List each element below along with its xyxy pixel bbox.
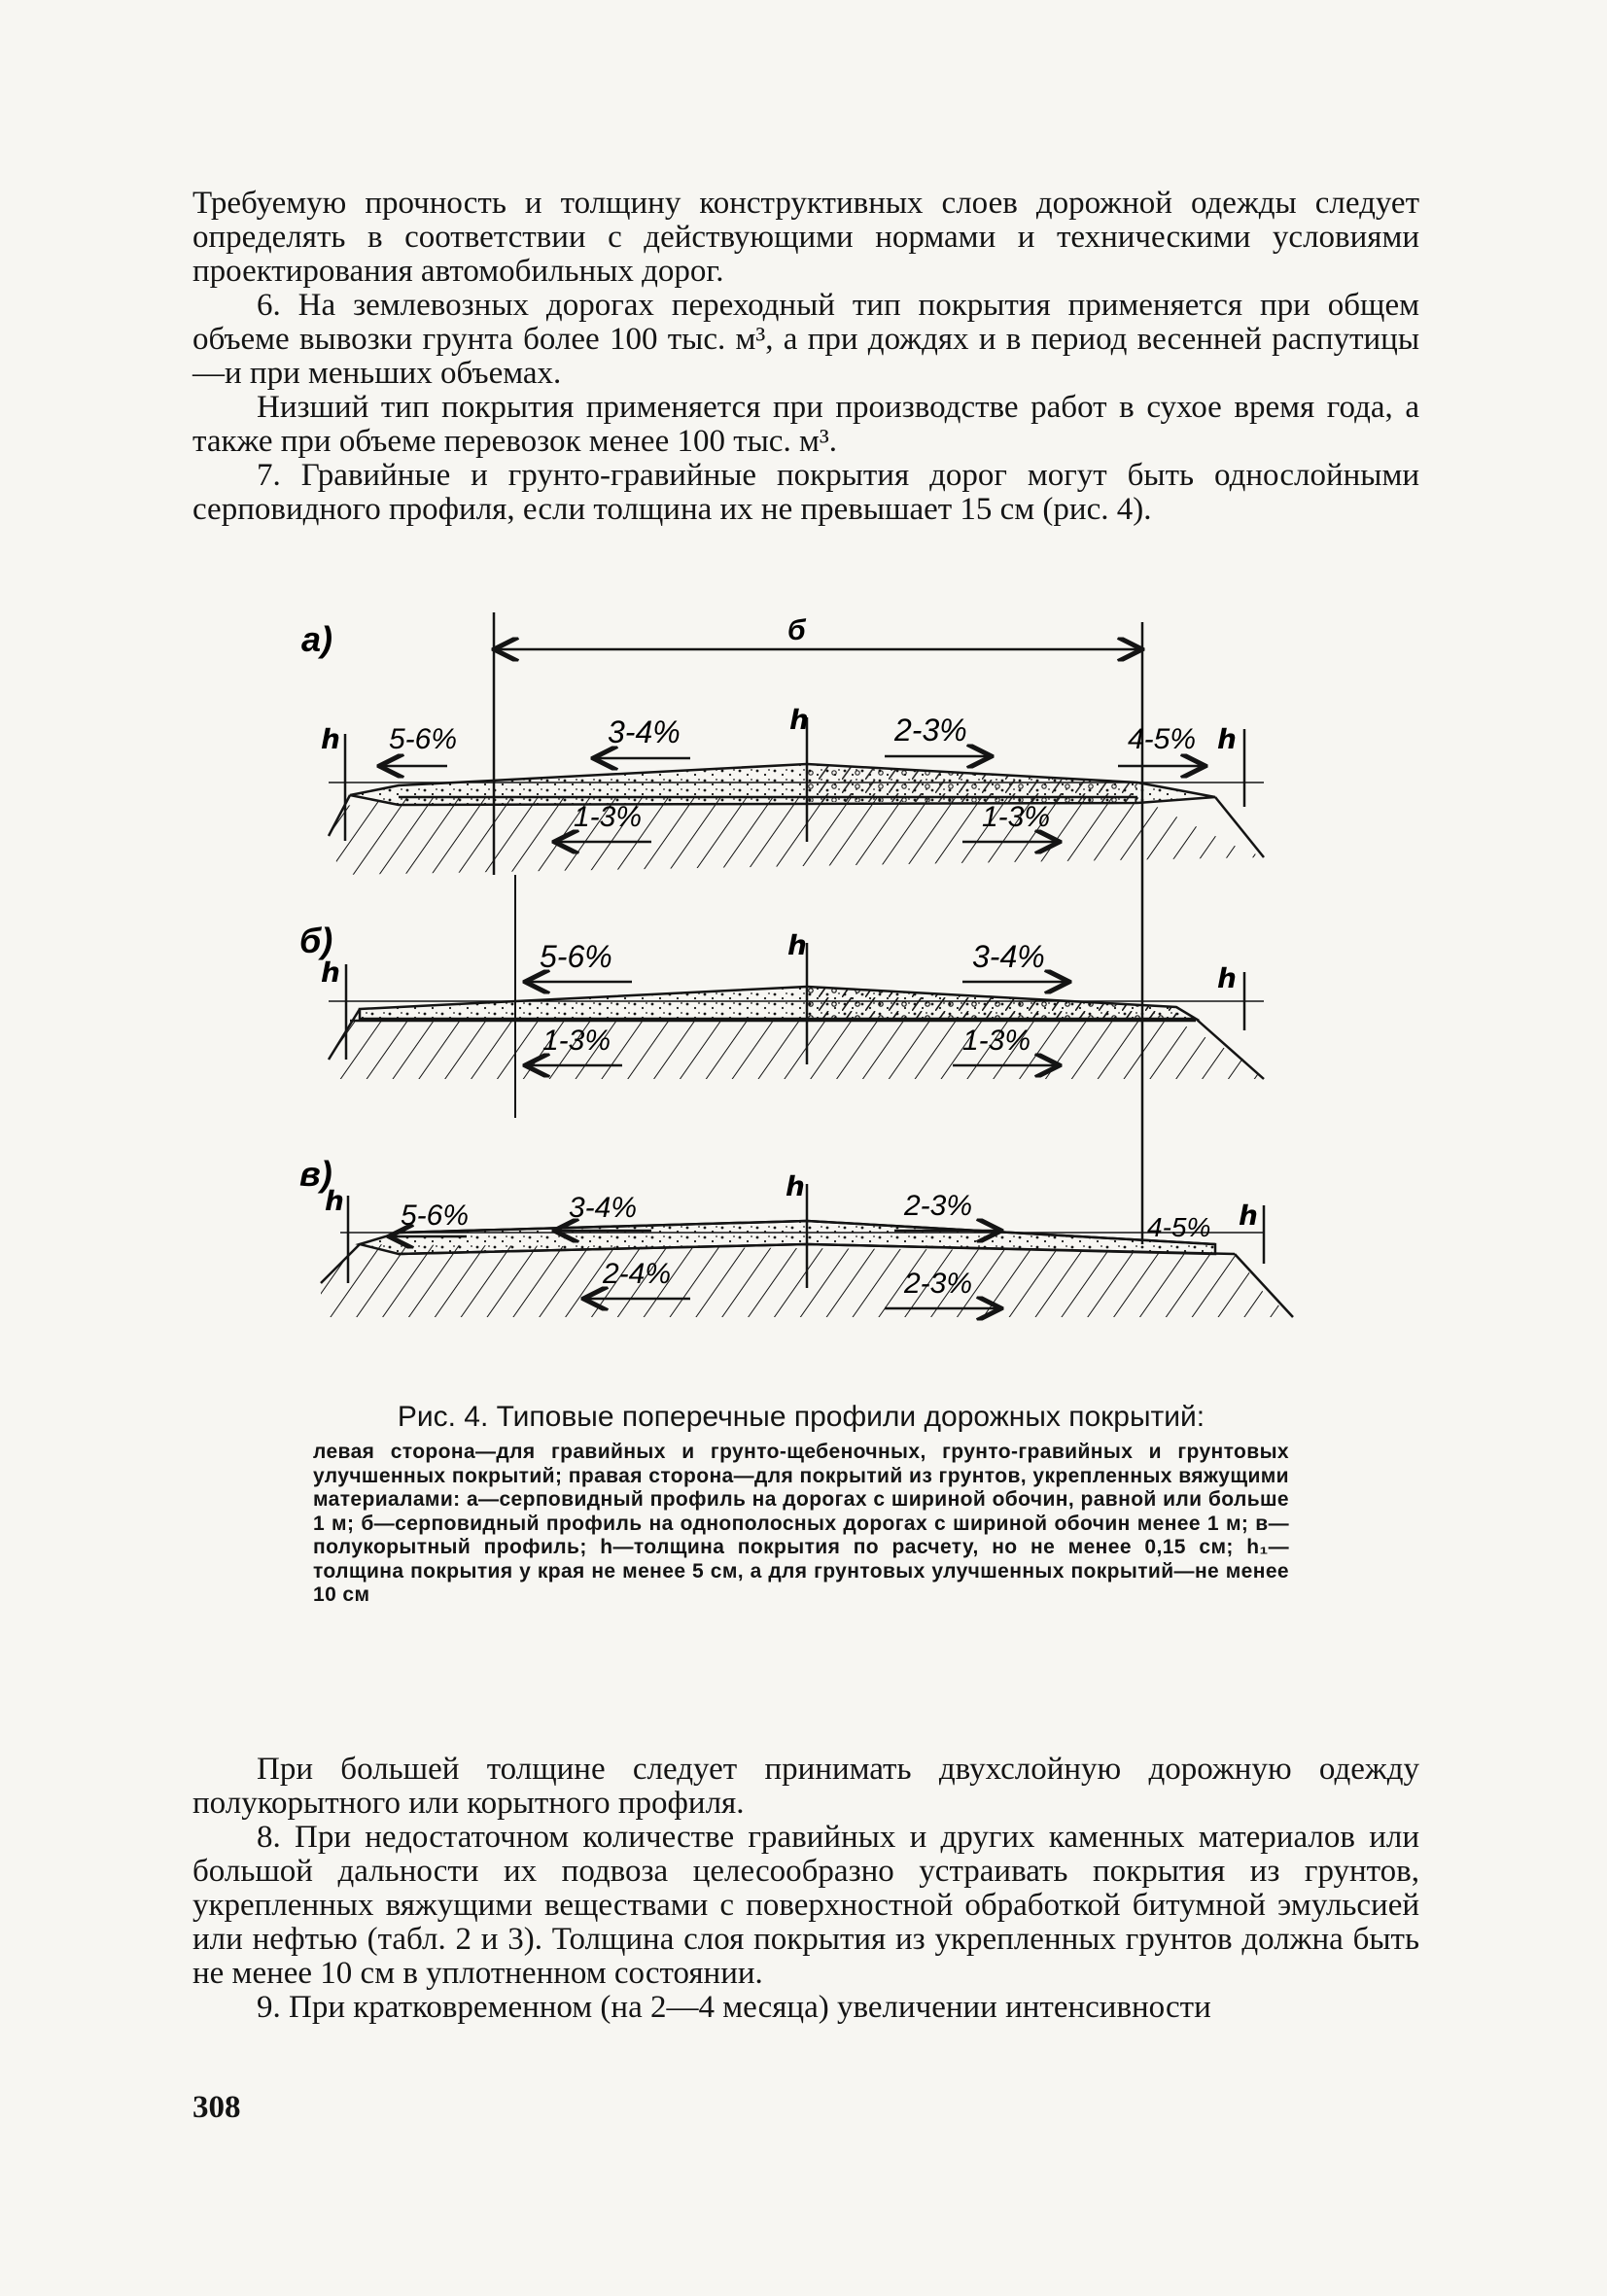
h-label: ℎ [1239,1200,1258,1231]
slope-label: 1-3% [982,801,1051,833]
width-label: б [787,614,806,646]
paragraph: 6. На землевозных дорогах переходный тип покрытия применяется при общем объеме вывозки грунта более 100 тыс. м³, а при дождях и в период весенней распутицы—и при меньших объемах. [192,288,1419,391]
slope-label: 3-4% [972,939,1045,974]
reference-lines [494,612,1142,1244]
slope-label: 1-3% [574,801,643,833]
slope-label: 4-5% [1128,723,1197,755]
caption-title: Рис. 4. Типовые поперечные профили дорожных покрытий: [397,1401,1205,1433]
h-label: ℎ [321,957,340,988]
paragraph: 7. Гравийные и грунто-гравийные покрытия дорог могут быть однослойными серповидного профиля, если толщина их не превышает 15 см (рис. 4). [192,458,1419,527]
slope-label: 3-4% [569,1192,638,1224]
paragraph: Требуемую прочность и толщину конструктивных слоев дорожной одежды следует определять в соответствии с действующими нормами и техническими условиями проектирования автомобильных дорог. [192,186,1419,289]
slope-label: 5-6% [401,1200,470,1232]
slope-label: 1-3% [962,1025,1031,1057]
h-label: ℎ [321,724,340,754]
h-label: ℎ [789,705,809,735]
slope-label: 5-6% [540,939,612,974]
slope-label: 2-3% [894,713,967,748]
paragraph: Низший тип покрытия применяется при производстве работ в сухое время года, а также при объеме перевозок менее 100 тыс. м³. [192,390,1419,459]
slope-label: 2-4% [603,1258,672,1290]
slope-label: 4-5% [1147,1212,1211,1242]
slope-label: 2-3% [904,1190,973,1222]
profile-panel-c [299,1154,1293,1317]
figure-caption [313,1400,1289,1608]
road-profiles-figure [282,603,1322,1371]
h-label: ℎ [786,1171,805,1201]
text-block-bottom [192,1753,1419,2025]
page-number: 308 [192,2090,241,2125]
text-block-top [192,187,1419,527]
paragraph: 8. При недостаточном количестве гравийных и других каменных материалов или большой дальности их подвоза целесообразно устраивать покрытия из грунтов, укрепленных вяжущими веществами с поверхностной обработкой битумной эмульсией или нефтью (табл. 2 и 3). Толщина слоя покрытия из укрепленных грунтов должна быть не менее 10 см в уплотненном состоянии. [192,1820,1419,1991]
h-label: ℎ [1217,963,1237,993]
h-label: ℎ [1217,724,1237,754]
paragraph: При большей толщине следует принимать двухслойную дорожную одежду полукорытного или корытного профиля. [192,1752,1419,1821]
caption-body: левая сторона—для гравийных и грунто-щебеночных, грунто-гравийных и грунтовых улучшенных покрытий; правая сторона—для покрытий из грунтов, укрепленных вяжущими материалами: а—серповидный профиль на дорогах с шириной обочин, равной или больше 1 м; б—серповидный профиль на однополосных дорогах с шириной обочин менее 1 м; в—полукорытный профиль; h—толщина покрытия по расчету, но не менее 0,15 см; h₁—толщина покрытия у края не менее 5 см, а для грунтовых улучшенных покрытий—не менее 10 см [313,1441,1289,1606]
panel-label: в) [299,1154,332,1194]
slope-label: 3-4% [608,714,681,749]
slope-label: 2-3% [904,1268,973,1300]
slope-label: 1-3% [542,1025,611,1057]
profile-panel-a [301,614,1264,875]
h-label: ℎ [787,930,807,960]
panel-label: б) [299,921,333,960]
profile-panel-b [299,921,1264,1079]
h-label: ℎ [325,1186,344,1216]
paragraph: 9. При кратковременном (на 2—4 месяца) увеличении интенсивности [257,1990,1211,2025]
slope-label: 5-6% [389,723,458,755]
panel-label: а) [301,619,333,659]
